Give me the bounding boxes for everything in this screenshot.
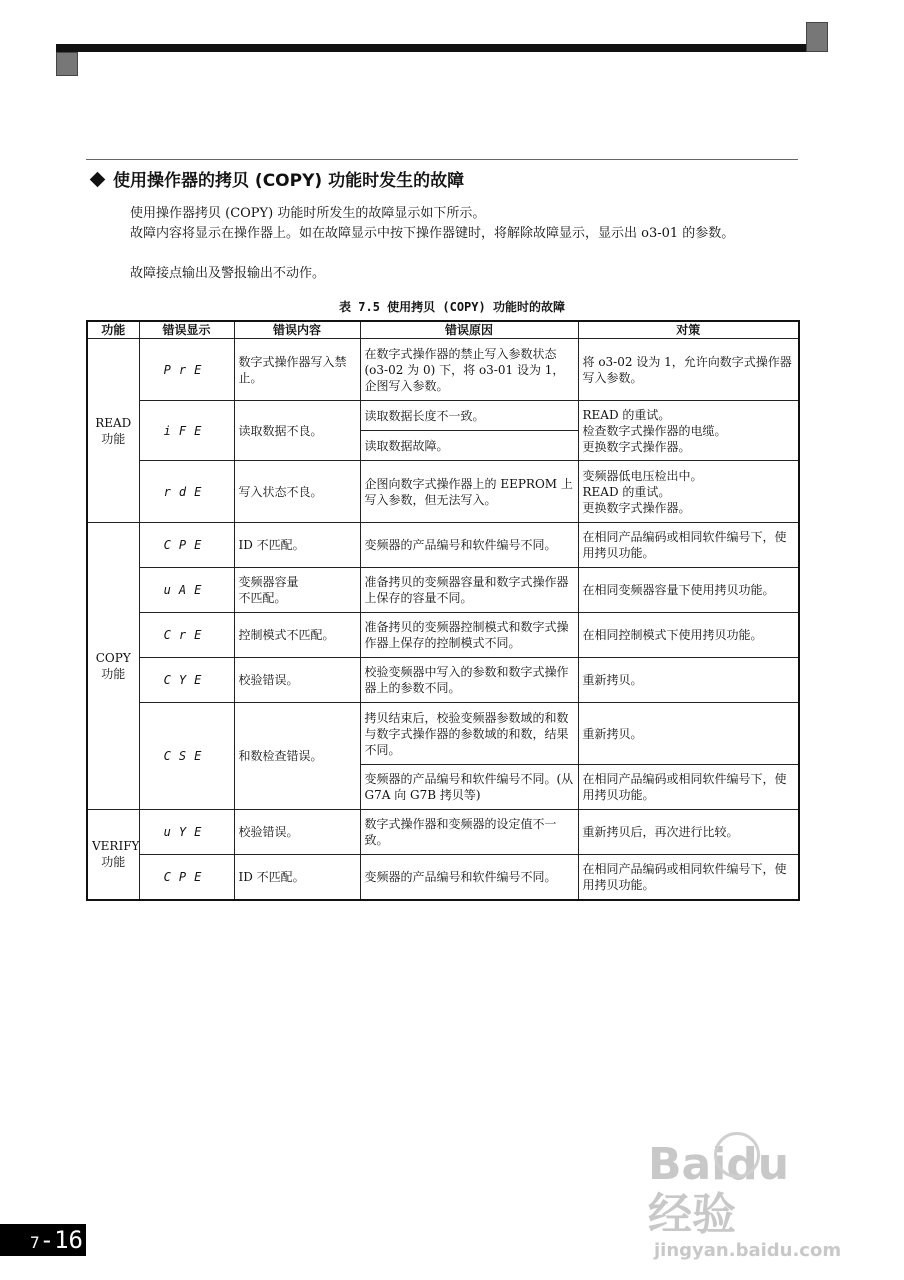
error-content: 校验错误。 [234, 658, 360, 703]
error-cause: 准备拷贝的变频器控制模式和数字式操作器上保存的控制模式不同。 [360, 613, 578, 658]
baidu-watermark [648, 1139, 848, 1261]
header-display: 错误显示 [139, 321, 234, 339]
error-remedy: 重新拷贝。 [578, 703, 799, 765]
table-row [87, 703, 799, 765]
header-rule [56, 44, 826, 52]
header-cause: 错误原因 [360, 321, 578, 339]
error-cause: 准备拷贝的变频器容量和数字式操作器上保存的容量不同。 [360, 568, 578, 613]
intro-line-2: 故障内容将显示在操作器上。如在故障显示中按下操作器键时，将解除故障显示，显示出 o3-01 的参数。 [130, 226, 735, 241]
error-code: CYE [139, 658, 234, 703]
error-content: 变频器容量 不匹配。 [234, 568, 360, 613]
error-remedy: 在相同控制模式下使用拷贝功能。 [578, 613, 799, 658]
table-row [87, 523, 799, 568]
error-cause: 读取数据长度不一致。 [360, 401, 578, 431]
section-heading [88, 166, 464, 191]
table-header-row [87, 321, 799, 339]
intro-line-1: 使用操作器拷贝 (COPY) 功能时所发生的故障显示如下所示。 [130, 206, 486, 221]
error-remedy: 重新拷贝后，再次进行比较。 [578, 810, 799, 855]
section-heading-text: 使用操作器的拷贝 (COPY) 功能时发生的故障 [113, 171, 465, 191]
page-index: 16 [54, 1226, 83, 1254]
header-function: 功能 [87, 321, 139, 339]
header-tab-right [806, 22, 828, 52]
error-content: 写入状态不良。 [234, 461, 360, 523]
error-cause: 企图向数字式操作器上的 EEPROM 上写入参数，但无法写入。 [360, 461, 578, 523]
function-cell: COPY 功能 [87, 523, 139, 810]
table-row [87, 810, 799, 855]
table-row [87, 339, 799, 401]
error-cause: 校验变频器中写入的参数和数字式操作器上的参数不同。 [360, 658, 578, 703]
error-cause: 变频器的产品编号和软件编号不同。 [360, 855, 578, 900]
error-content: 数字式操作器写入禁止。 [234, 339, 360, 401]
function-cell: READ 功能 [87, 339, 139, 523]
error-code: CrE [139, 613, 234, 658]
error-remedy: 将 o3-02 设为 1，允许向数字式操作器写入参数。 [578, 339, 799, 401]
error-remedy: 在相同产品编码或相同软件编号下，使用拷贝功能。 [578, 765, 799, 810]
error-code: CPE [139, 523, 234, 568]
header-remedy: 对策 [578, 321, 799, 339]
table-row [87, 855, 799, 900]
watermark-logo: Baidu 经验 [648, 1139, 790, 1240]
watermark-url: jingyan.baidu.com [654, 1240, 842, 1261]
error-content: 读取数据不良。 [234, 401, 360, 461]
error-remedy: 在相同变频器容量下使用拷贝功能。 [578, 568, 799, 613]
error-remedy: 在相同产品编码或相同软件编号下，使用拷贝功能。 [578, 523, 799, 568]
error-cause: 变频器的产品编号和软件编号不同。 [360, 523, 578, 568]
function-cell: VERIFY 功能 [87, 810, 139, 900]
error-cause: 变频器的产品编号和软件编号不同。(从 G7A 向 G7B 拷贝等) [360, 765, 578, 810]
error-code: rdE [139, 461, 234, 523]
table-caption: 表 7.5 使用拷贝 (COPY) 功能时的故障 [339, 300, 565, 314]
error-content: ID 不匹配。 [234, 855, 360, 900]
error-remedy: 变频器低电压检出中。 READ 的重试。 更换数字式操作器。 [578, 461, 799, 523]
page-chapter: 7 [30, 1233, 40, 1252]
error-content: ID 不匹配。 [234, 523, 360, 568]
fault-table [86, 320, 800, 901]
header-content: 错误内容 [234, 321, 360, 339]
error-remedy: READ 的重试。 检查数字式操作器的电缆。 更换数字式操作器。 [578, 401, 799, 461]
table-row [87, 401, 799, 431]
error-content: 和数检查错误。 [234, 703, 360, 810]
page-separator: - [39, 1226, 55, 1254]
error-code: iFE [139, 401, 234, 461]
error-code: uYE [139, 810, 234, 855]
table-row [87, 461, 799, 523]
page-number [0, 1224, 86, 1256]
error-code: uAE [139, 568, 234, 613]
error-remedy: 在相同产品编码或相同软件编号下，使用拷贝功能。 [578, 855, 799, 900]
error-code: PrE [139, 339, 234, 401]
table-row [87, 613, 799, 658]
paw-logo-icon [714, 1132, 760, 1178]
error-content: 校验错误。 [234, 810, 360, 855]
error-cause: 数字式操作器和变频器的设定值不一致。 [360, 810, 578, 855]
table-row [87, 568, 799, 613]
intro-line-3: 故障接点输出及警报输出不动作。 [130, 266, 326, 281]
error-content: 控制模式不匹配。 [234, 613, 360, 658]
error-cause: 拷贝结束后，校验变频器参数域的和数与数字式操作器的参数域的和数，结果不同。 [360, 703, 578, 765]
error-cause: 在数字式操作器的禁止写入参数状态 (o3-02 为 0) 下，将 o3-01 设为 1，企图写入参数。 [360, 339, 578, 401]
error-remedy: 重新拷贝。 [578, 658, 799, 703]
error-cause: 读取数据故障。 [360, 431, 578, 461]
section-divider [86, 159, 798, 160]
error-code: CSE [139, 703, 234, 810]
diamond-bullet-icon [90, 172, 106, 188]
table-row [87, 658, 799, 703]
header-tab-left [56, 52, 78, 76]
error-code: CPE [139, 855, 234, 900]
